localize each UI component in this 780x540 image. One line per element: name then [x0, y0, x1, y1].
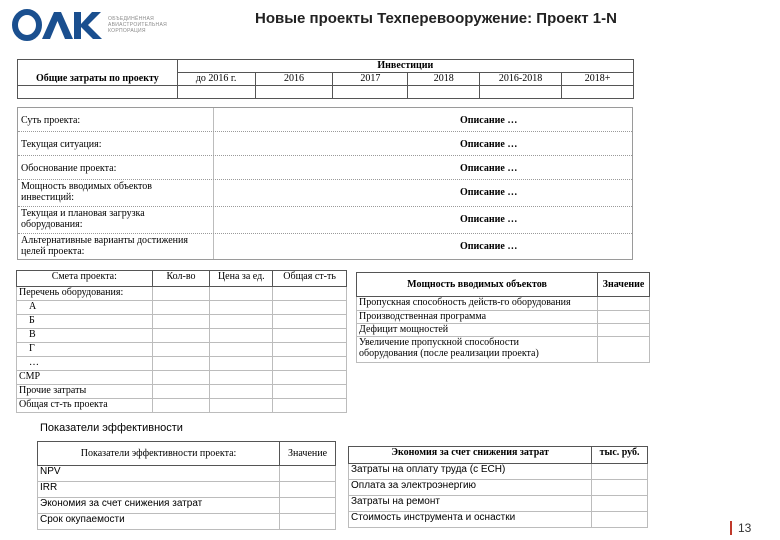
- costs-column-header: 2016: [255, 73, 333, 86]
- logo-mark: [12, 8, 104, 42]
- description-label: Мощность вводимых объектов инвестиций:: [21, 181, 153, 203]
- efficiency-item: Экономия за счет снижения затрат: [38, 498, 280, 514]
- estimate-row-label: Прочие затраты: [17, 385, 153, 399]
- savings-item: Затраты на ремонт: [349, 496, 592, 512]
- savings-item: Затраты на оплату труда (с ЕСН): [349, 464, 592, 480]
- capacity-table: [356, 272, 650, 363]
- page-title: Новые проекты Техперевооружение: Проект 1-N: [255, 10, 617, 27]
- costs-column-header: 2018+: [562, 73, 634, 86]
- description-label: Текущая ситуация:: [21, 139, 102, 150]
- capacity-header: Мощность вводимых объектов: [357, 273, 598, 297]
- estimate-row-label: Общая ст-ть проекта: [17, 399, 153, 413]
- logo-subtitle-line: АВИАСТРОИТЕЛЬНАЯ: [108, 22, 168, 28]
- savings-item: Оплата за электроэнергию: [349, 480, 592, 496]
- efficiency-item: Срок окупаемости: [38, 514, 280, 530]
- logo: [12, 8, 168, 44]
- capacity-item: Пропускная способность действ-го оборудования: [357, 297, 598, 311]
- estimate-table: [16, 270, 347, 413]
- description-value: Описание …: [460, 241, 518, 252]
- estimate-row-label: В: [17, 329, 153, 343]
- description-value: Описание …: [460, 214, 518, 225]
- costs-column-header: до 2016 г.: [177, 73, 255, 86]
- savings-table: [348, 446, 648, 528]
- description-value: Описание …: [460, 163, 518, 174]
- estimate-header: Кол-во: [152, 271, 210, 287]
- description-label: Обоснование проекта:: [21, 163, 117, 174]
- description-block: [17, 107, 633, 260]
- estimate-row-label: …: [17, 357, 153, 371]
- efficiency-item: IRR: [38, 482, 280, 498]
- estimate-row-label: Б: [17, 315, 153, 329]
- estimate-header: Смета проекта:: [17, 271, 153, 287]
- capacity-item: Дефицит мощностей: [357, 324, 598, 337]
- logo-subtitle-line: КОРПОРАЦИЯ: [108, 28, 146, 34]
- savings-item: Стоимость инструмента и оснастки: [349, 512, 592, 528]
- efficiency-value-header: Значение: [280, 442, 336, 466]
- savings-unit-header: тыс. руб.: [592, 447, 648, 464]
- total-costs-label: Общие затраты по проекту: [18, 73, 178, 86]
- capacity-item: Увеличение пропускной способности оборудования (после реализации проекта): [357, 337, 598, 363]
- costs-table: [17, 59, 634, 99]
- costs-column-header: 2018: [408, 73, 480, 86]
- efficiency-item: NPV: [38, 466, 280, 482]
- capacity-value-header: Значение: [598, 273, 650, 297]
- savings-header: Экономия за счет снижения затрат: [349, 447, 592, 464]
- estimate-row-label: Перечень оборудования:: [17, 287, 153, 301]
- efficiency-header: Показатели эффективности проекта:: [38, 442, 280, 466]
- description-label: Альтернативные варианты достижения целей проекта:: [21, 235, 188, 257]
- costs-column-header: 2017: [333, 73, 408, 86]
- costs-column-header: 2016-2018: [480, 73, 562, 86]
- efficiency-section-title: Показатели эффективности: [40, 422, 183, 434]
- description-label: Суть проекта:: [21, 115, 81, 126]
- description-value: Описание …: [460, 139, 518, 150]
- logo-subtitle-line: ОБЪЕДИНЁННАЯ: [108, 16, 154, 22]
- page-number: 13: [738, 521, 752, 535]
- estimate-header: Общая ст-ть: [273, 271, 347, 287]
- estimate-row-label: Г: [17, 343, 153, 357]
- efficiency-table: [37, 441, 336, 530]
- description-label: Текущая и плановая загрузка оборудования:: [21, 208, 145, 230]
- investments-header: Инвестиции: [177, 60, 633, 73]
- estimate-row-label: СМР: [17, 371, 153, 385]
- estimate-header: Цена за ед.: [210, 271, 273, 287]
- capacity-item: Производственная программа: [357, 311, 598, 324]
- description-value: Описание …: [460, 187, 518, 198]
- description-value: Описание …: [460, 115, 518, 126]
- estimate-row-label: А: [17, 301, 153, 315]
- page-number-marker: [730, 521, 732, 535]
